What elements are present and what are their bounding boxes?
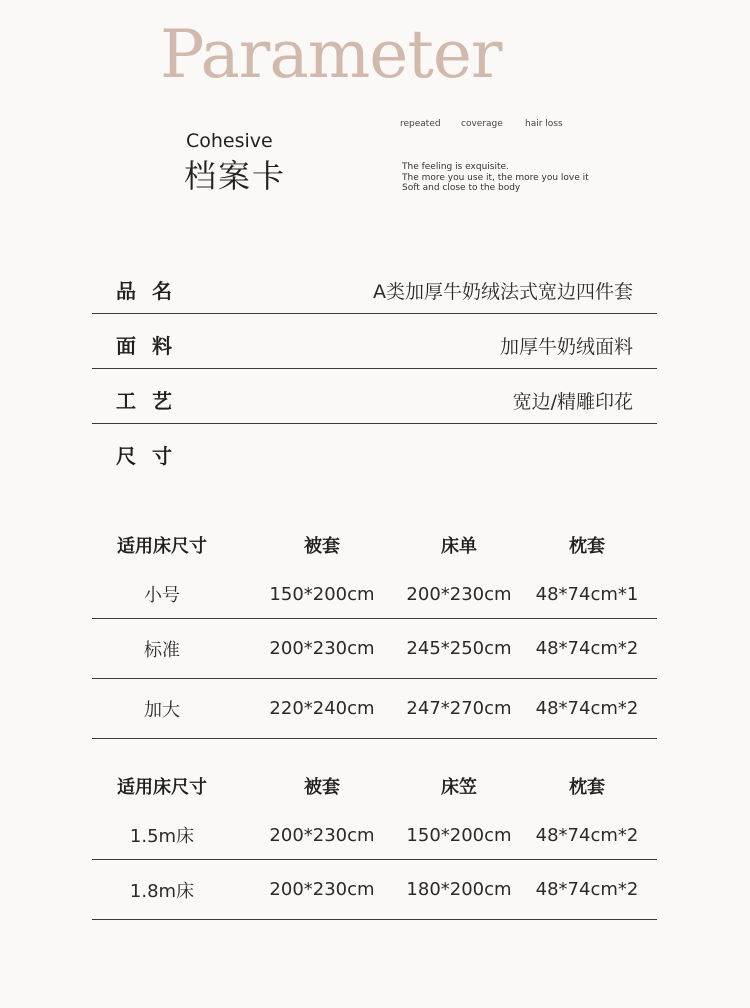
table-header-cell: 枕套 — [569, 777, 605, 798]
table-cell: 小号 — [144, 585, 180, 606]
table-cell: 247*270cm — [406, 698, 512, 719]
table-header-row — [92, 520, 657, 570]
brand-name-cn: 档案卡 — [184, 157, 287, 195]
table-cell: 1.5m床 — [129, 826, 195, 847]
table-header-cell: 适用床尺寸 — [117, 536, 207, 557]
table-cell: 48*74cm*2 — [535, 698, 639, 719]
table-cell: 245*250cm — [406, 638, 512, 659]
table-header-cell: 床笠 — [441, 777, 477, 798]
table-cell: 150*200cm — [269, 583, 375, 605]
table-cell: 200*230cm — [269, 638, 375, 659]
info-row-size — [92, 424, 657, 478]
table-cell: 200*230cm — [269, 824, 375, 846]
brand-name-en: Cohesive — [186, 130, 273, 152]
table-cell: 150*200cm — [406, 824, 512, 846]
table-cell: 220*240cm — [269, 698, 375, 719]
tagline-line: The more you use it, the more you love it — [402, 172, 589, 183]
table-cell: 标准 — [144, 639, 180, 661]
table-row — [92, 860, 657, 920]
info-label: 尺寸 — [116, 444, 188, 468]
table-header-row — [92, 761, 657, 811]
tagline-line: The feeling is exquisite. — [402, 162, 509, 172]
table-row — [92, 570, 657, 619]
tag-coverage: coverage — [461, 119, 503, 129]
info-value: A类加厚牛奶绒法式宽边四件套 — [373, 281, 633, 303]
table-header-cell: 枕套 — [569, 536, 605, 557]
table-header-cell: 床单 — [441, 536, 477, 557]
table-row — [92, 619, 657, 679]
info-row-craft — [92, 369, 657, 424]
table-header-cell: 适用床尺寸 — [117, 777, 207, 798]
page-title: Parameter — [160, 16, 502, 93]
table-cell: 加大 — [144, 699, 180, 721]
table-row — [92, 811, 657, 860]
tagline-line: Soft and close to the body — [402, 183, 521, 193]
tagline — [402, 162, 589, 194]
table-header-cell: 被套 — [304, 777, 340, 798]
info-label: 面料 — [116, 334, 188, 358]
info-value: 加厚牛奶绒面料 — [499, 336, 633, 358]
tag-hair-loss: hair loss — [525, 119, 563, 129]
info-list — [92, 259, 657, 478]
table-cell: 48*74cm*1 — [535, 583, 639, 605]
tag-repeated: repeated — [400, 119, 441, 129]
table-cell: 48*74cm*2 — [535, 824, 639, 846]
table-cell: 48*74cm*2 — [535, 638, 639, 659]
table-cell: 200*230cm — [406, 583, 512, 605]
size-table-2 — [92, 761, 657, 920]
table-cell: 48*74cm*2 — [535, 879, 639, 900]
table-header-cell: 被套 — [304, 536, 340, 557]
size-table-1 — [92, 520, 657, 739]
info-row-fabric — [92, 314, 657, 369]
table-cell: 1.8m床 — [129, 880, 195, 902]
info-label: 工艺 — [116, 389, 188, 413]
info-row-name — [92, 259, 657, 314]
table-row — [92, 679, 657, 739]
info-label: 品名 — [116, 279, 188, 303]
table-cell: 200*230cm — [269, 879, 375, 900]
info-value: 宽边/精雕印花 — [512, 391, 633, 413]
table-cell: 180*200cm — [406, 879, 512, 900]
